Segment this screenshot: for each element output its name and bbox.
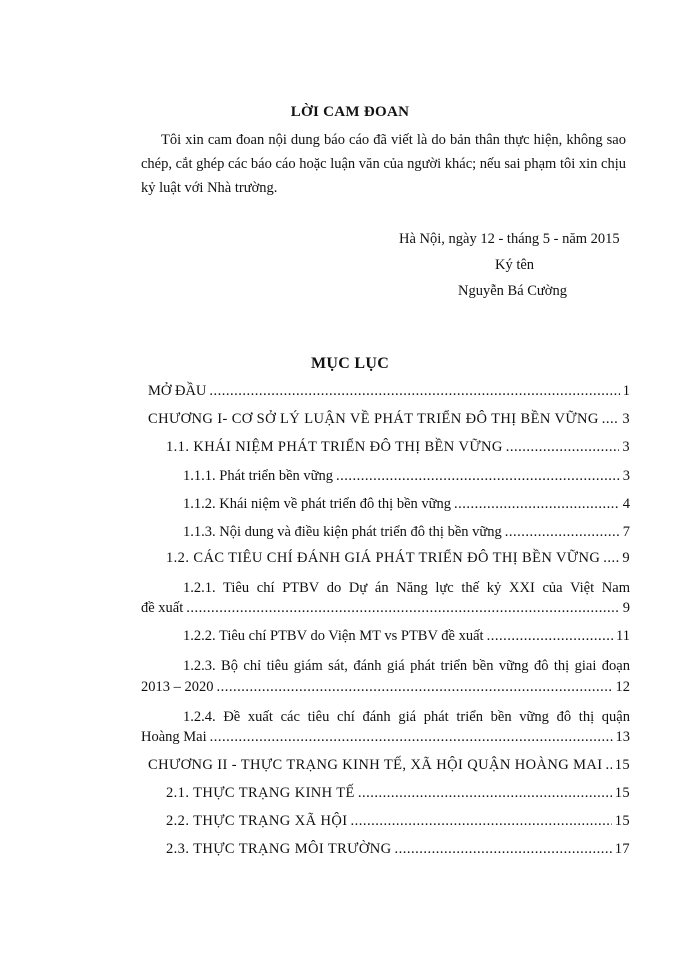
place-date: Hà Nội, ngày 12 - tháng 5 - năm 2015: [399, 231, 620, 247]
toc-leader: [350, 811, 611, 831]
toc-leader: [394, 839, 611, 859]
toc-entry[interactable]: [148, 409, 630, 429]
toc-entry-title-line2: đề xuất: [141, 600, 184, 616]
toc-entry-title: CHƯƠNG II - THỰC TRẠNG KINH TẾ, XÃ HỘI QUẬN HOÀNG MAI: [148, 757, 603, 773]
toc-entry-page: 3: [622, 468, 630, 484]
toc-leader: [603, 548, 619, 568]
signer-name: Nguyễn Bá Cường: [458, 283, 567, 299]
toc-entry-title-line1[interactable]: 1.2.1. Tiêu chí PTBV do Dự án Năng lực thế kỷ XXI của Việt Nam: [183, 580, 630, 596]
toc-entry[interactable]: [166, 783, 630, 803]
toc-entry-title: 2.3. THỰC TRẠNG MÔI TRƯỜNG: [166, 841, 392, 857]
toc-entry-page: 15: [614, 813, 630, 829]
toc-leader: [336, 466, 620, 486]
toc-leader: [506, 437, 620, 457]
toc-leader: [606, 755, 612, 775]
toc-entry[interactable]: [183, 466, 630, 486]
toc-leader: [602, 409, 620, 429]
toc-leader: [454, 494, 620, 514]
toc-entry-title-line2: 2013 – 2020: [141, 679, 214, 695]
toc-entry-page: 13: [615, 729, 630, 745]
toc-entry-page: 15: [614, 785, 630, 801]
toc-entry-page: 12: [615, 679, 630, 695]
toc-entry-title: 1.1.2. Khái niệm về phát triển đô thị bền vững: [183, 496, 452, 512]
toc-entry-title: 2.1. THỰC TRẠNG KINH TẾ: [166, 785, 355, 801]
toc-entry-title-line2: Hoàng Mai: [141, 729, 207, 745]
toc-entry-title: 1.1. KHÁI NIỆM PHÁT TRIỂN ĐÔ THỊ BỀN VỮNG: [166, 439, 503, 455]
toc-entry-page: 15: [614, 757, 630, 773]
toc-entry[interactable]: [166, 839, 630, 859]
toc-title: MỤC LỤC: [310, 355, 390, 372]
toc-entry-title: 1.1.3. Nội dung và điều kiện phát triển đô thị bền vững: [183, 524, 502, 540]
toc-entry-title: 2.2. THỰC TRẠNG XÃ HỘI: [166, 813, 348, 829]
toc-entry-page: 4: [622, 496, 630, 512]
toc-leader: [505, 522, 620, 542]
toc-entry-page: 9: [622, 550, 630, 566]
toc-entry[interactable]: [183, 626, 630, 646]
toc-entry[interactable]: [141, 727, 630, 747]
toc-entry[interactable]: [183, 494, 630, 514]
toc-entry-title-line1[interactable]: 1.2.3. Bộ chỉ tiêu giám sát, đánh giá phát triển bền vững đô thị giai đoạn: [183, 658, 630, 674]
toc-entry-title: 1.2. CÁC TIÊU CHÍ ĐÁNH GIÁ PHÁT TRIỂN ĐÔ THỊ BỀN VỮNG: [166, 550, 601, 566]
toc-entry-page: 17: [614, 841, 630, 857]
declaration-title: LỜI CAM ĐOAN: [290, 104, 410, 120]
toc-leader: [210, 727, 613, 747]
toc-entry-title: 1.2.2. Tiêu chí PTBV do Viện MT vs PTBV đề xuất: [183, 628, 484, 644]
toc-entry-page: 3: [622, 411, 630, 427]
sign-label: Ký tên: [495, 257, 535, 273]
toc-entry-page: 3: [622, 439, 630, 455]
toc-leader: [217, 677, 613, 697]
declaration-body: Tôi xin cam đoan nội dung báo cáo đã viết là do bản thân thực hiện, không sao chép, cắt ghép các báo cáo hoặc luận văn của người khác; nếu sai phạm tôi xin chịu kỷ luật với Nhà trường.: [141, 132, 626, 196]
toc-entry[interactable]: [183, 522, 630, 542]
toc-entry[interactable]: [148, 755, 630, 775]
toc-entry-title: CHƯƠNG I- CƠ SỞ LÝ LUẬN VỀ PHÁT TRIỂN ĐÔ THỊ BỀN VỮNG: [148, 411, 599, 427]
toc-entry[interactable]: [166, 437, 630, 457]
toc-leader: [209, 381, 619, 401]
toc-entry-page: 11: [616, 628, 630, 644]
toc-entry-title: MỞ ĐẦU: [148, 383, 207, 399]
toc-entry-page: 9: [622, 600, 630, 616]
toc-entry-page: 7: [622, 524, 630, 540]
toc-entry[interactable]: [166, 811, 630, 831]
toc-leader: [487, 626, 613, 646]
toc-leader: [186, 598, 619, 618]
toc-entry-title: 1.1.1. Phát triển bền vững: [183, 468, 334, 484]
toc-leader: [358, 783, 612, 803]
toc-entry[interactable]: [148, 381, 630, 401]
toc-entry[interactable]: [166, 548, 630, 568]
toc-entry[interactable]: [141, 677, 630, 697]
toc-entry-title-line1[interactable]: 1.2.4. Đề xuất các tiêu chí đánh giá phát triển bền vững đô thị quận: [183, 709, 630, 725]
toc-entry[interactable]: [141, 598, 630, 618]
toc-entry-page: 1: [622, 383, 630, 399]
